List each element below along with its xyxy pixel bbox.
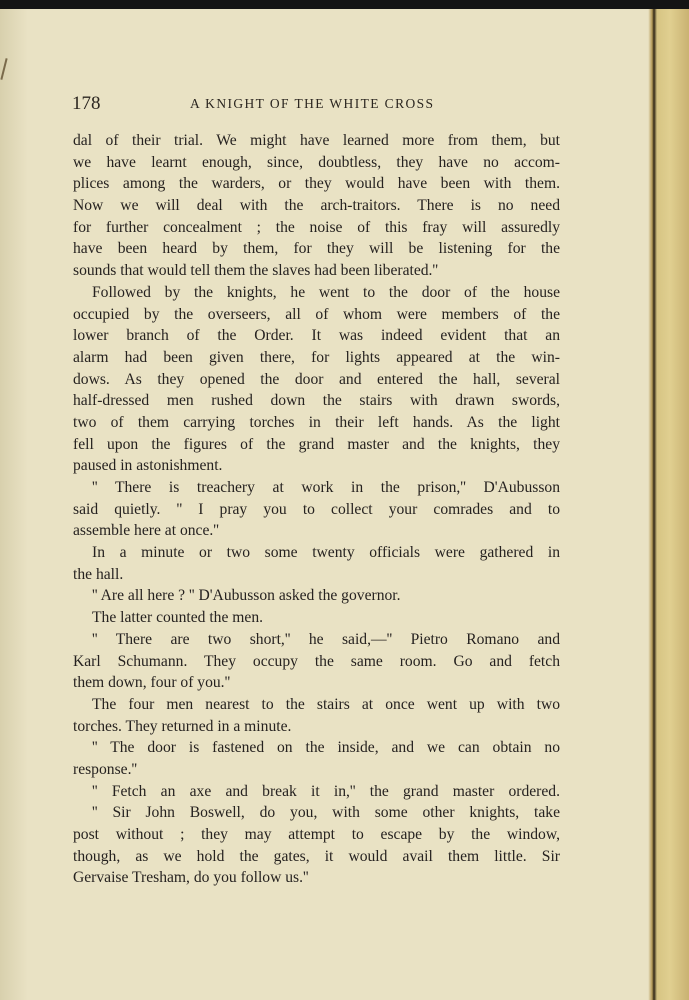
text-line: '' Sir John Boswell, do you, with some other knights, take [92, 804, 560, 822]
text-line: response.'' [73, 760, 138, 778]
text-line: dows. As they opened the door and entered the hall, several [73, 370, 560, 388]
text-line: Karl Schumann. They occupy the same room. Go and fetch [73, 652, 560, 670]
text-line: two of them carrying torches in their left hands. As the light [73, 413, 560, 431]
text-line: dal of their trial. We might have learned more from them, but [73, 132, 560, 149]
text-line: paused in astonishment. [73, 457, 223, 475]
text-line: occupied by the overseers, all of whom were members of the [73, 305, 560, 323]
text-line: Followed by the knights, he went to the door of the house [92, 283, 560, 301]
text-line: though, as we hold the gates, it would avail them little. Sir [73, 847, 560, 865]
page-number: 178 [72, 93, 101, 114]
text-line: post without ; they may attempt to escape by the window, [73, 826, 560, 843]
text-line: half-dressed men rushed down the stairs with drawn swords, [73, 392, 560, 410]
text-line: we have learnt enough, since, doubtless, they have no accom- [73, 153, 560, 171]
text-line: Gervaise Tresham, do you follow us.'' [73, 869, 309, 887]
text-line: the hall. [73, 565, 124, 583]
text-line: lower branch of the Order. It was indeed evident that an [73, 327, 560, 345]
text-line: plices among the warders, or they would have been with them. [73, 175, 560, 193]
text-line: '' Are all here ? '' D'Aubusson asked the governor. [92, 587, 401, 605]
running-head: A KNIGHT OF THE WHITE CROSS [190, 96, 435, 111]
page-left-shadow [0, 9, 28, 1000]
text-line: them down, four of you.'' [73, 674, 231, 692]
book-gutter [648, 9, 689, 1000]
text-line: '' The door is fastened on the inside, and we can obtain no [92, 739, 560, 757]
body-text [73, 130, 560, 889]
text-line: The latter counted the men. [92, 609, 264, 627]
text-line: The four men nearest to the stairs at once went up with two [92, 695, 560, 713]
text-line: said quietly. '' I pray you to collect your comrades and to [73, 500, 560, 518]
text-line: Now we will deal with the arch-traitors. There is no need [73, 197, 560, 215]
text-line: torches. They returned in a minute. [73, 717, 292, 735]
text-line: alarm had been given there, for lights appeared at the win- [73, 348, 560, 366]
text-line: fell upon the figures of the grand master and the knights, they [73, 435, 560, 453]
text-line: '' There is treachery at work in the prison,'' D'Aubusson [92, 479, 560, 496]
text-line: for further concealment ; the noise of this fray will assuredly [73, 218, 560, 236]
text-line: sounds that would tell them the slaves had been liberated.'' [73, 262, 439, 280]
text-line: '' There are two short,'' he said,—'' Pietro Romano and [92, 630, 560, 648]
page-header [72, 93, 559, 115]
text-line: assemble here at once.'' [73, 522, 219, 540]
text-line: have been heard by them, for they will be listening for the [73, 240, 560, 258]
text-line: '' Fetch an axe and break it in,'' the grand master ordered. [92, 782, 560, 800]
text-line: In a minute or two some twenty officials were gathered in [92, 544, 560, 562]
scan-top-edge [0, 0, 689, 9]
